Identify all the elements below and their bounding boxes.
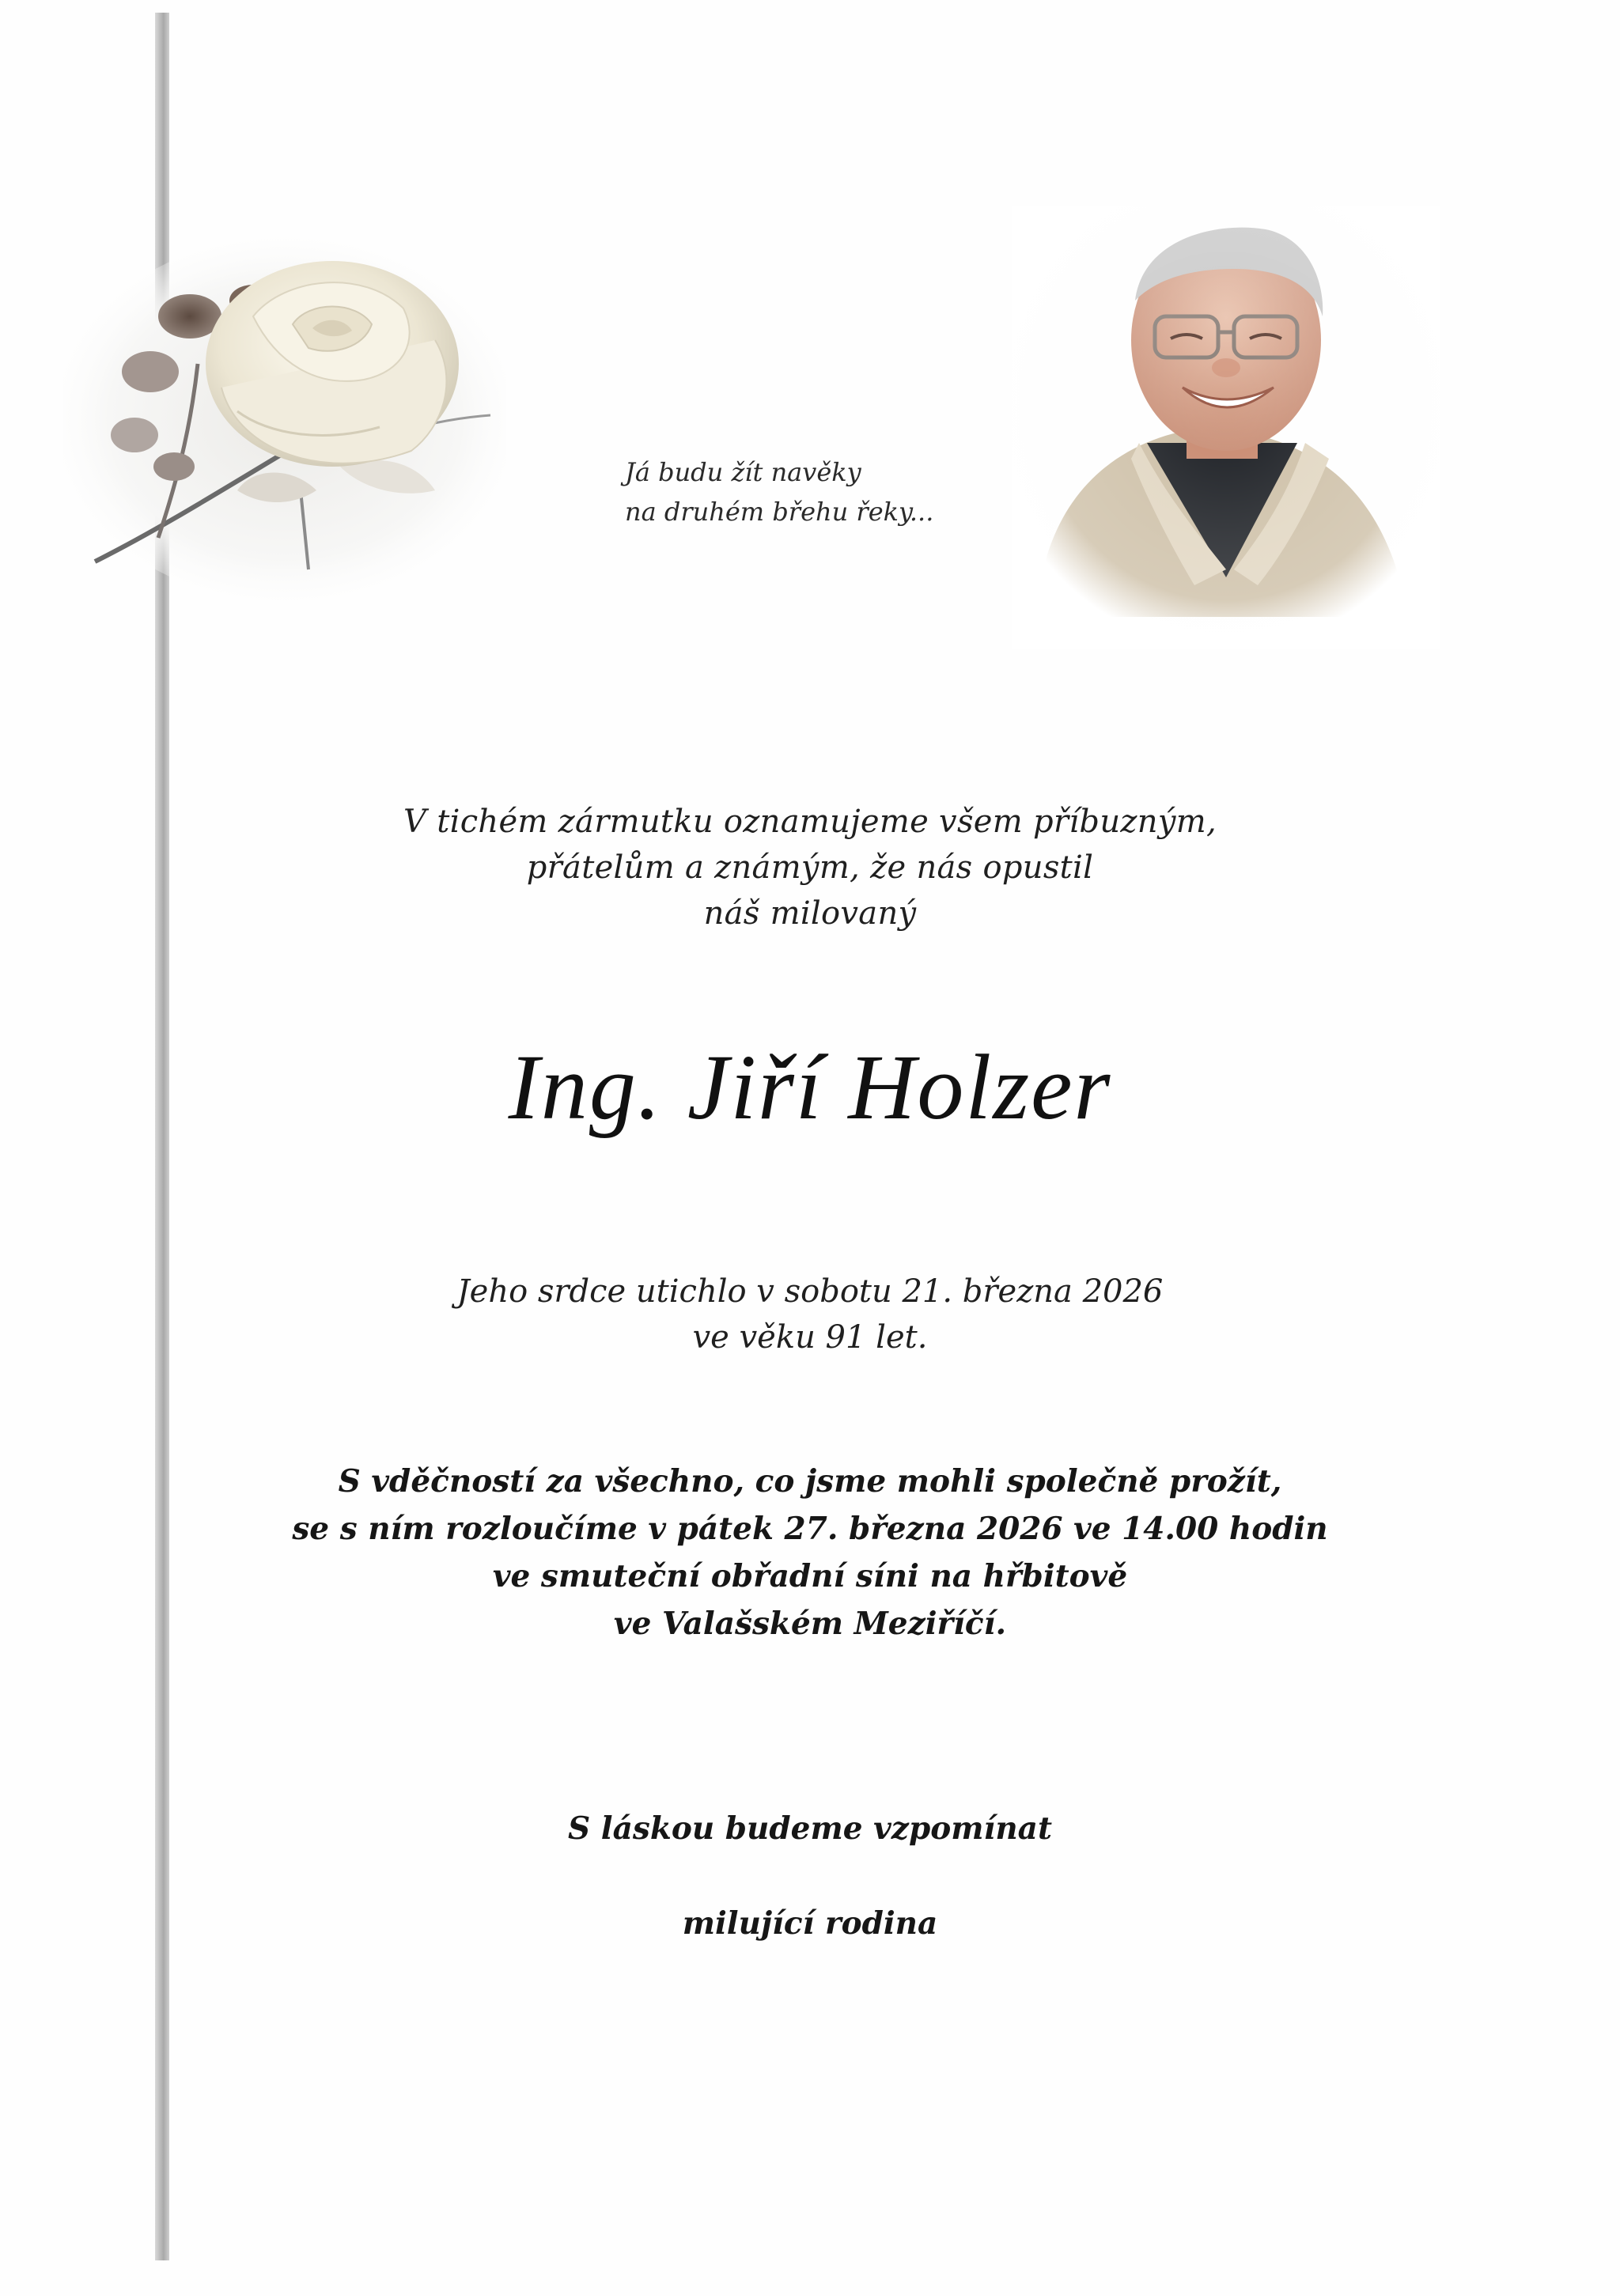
announcement-line: náš milovaný [703,895,917,932]
death-notice-line: Jeho srdce utichlo v sobotu 21. března 2026 [456,1273,1164,1310]
motto-line: na druhém břehu řeky... [625,497,934,527]
portrait-photo [1012,206,1440,649]
funeral-details [0,1458,1620,1647]
motto-line: Já budu žít navěky [625,457,861,487]
funeral-line: se s ním rozloučíme v pátek 27. března 2026 ve 14.00 hodin [292,1511,1328,1547]
motto-verse [625,452,1005,531]
family-signature [0,1900,1620,1947]
deceased-name [0,1028,1620,1147]
signature-text: milující rodina [682,1905,938,1942]
white-rose-image [63,229,506,609]
death-notice [0,1269,1620,1360]
closing-line [0,1805,1620,1852]
funeral-line: ve smuteční obřadní síni na hřbitově [492,1558,1128,1594]
closing-text: S láskou budeme vzpomínat [568,1810,1052,1847]
deceased-name-text: Ing. Jiří Holzer [508,1035,1112,1139]
announcement-text [0,799,1620,936]
funeral-line: ve Valašském Meziříčí. [613,1606,1007,1642]
funeral-line: S vděčností za všechno, co jsme mohli společně prožít, [338,1463,1282,1500]
announcement-line: přátelům a známým, že nás opustil [526,849,1094,886]
announcement-line: V tichém zármutku oznamujeme všem příbuzným, [403,804,1217,840]
death-notice-line: ve věku 91 let. [692,1319,928,1356]
